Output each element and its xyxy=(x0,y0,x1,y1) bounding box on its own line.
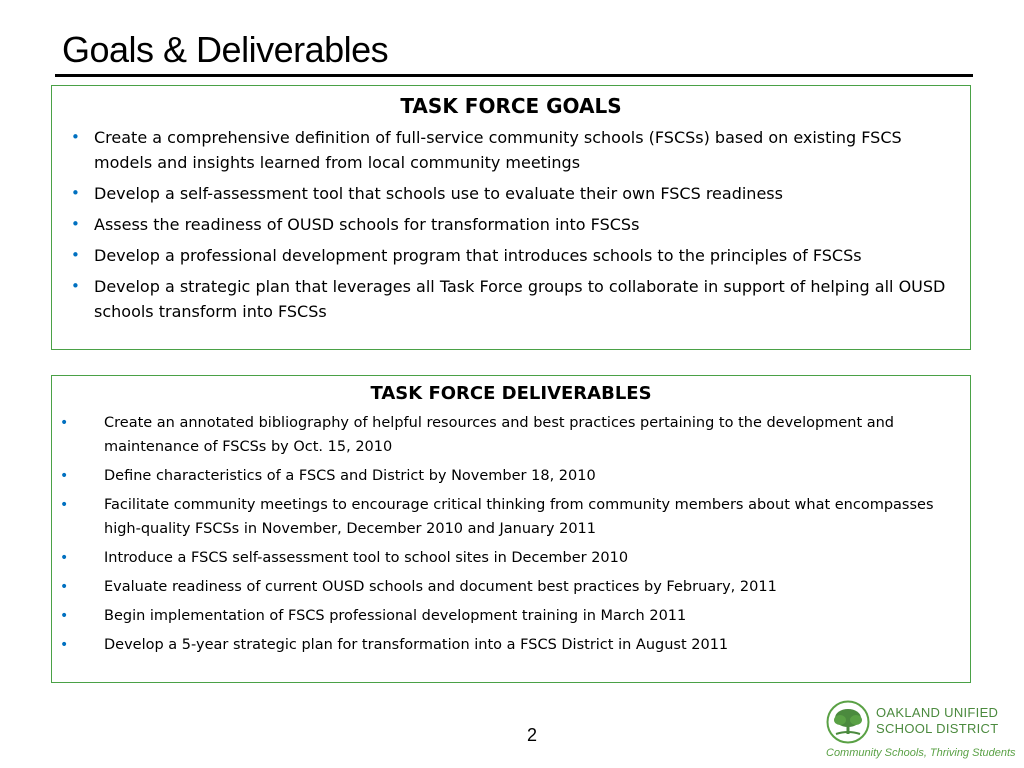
deliverables-box xyxy=(51,375,971,683)
goals-box xyxy=(51,85,971,350)
goal-item xyxy=(52,243,970,268)
bullet-icon: • xyxy=(71,246,80,264)
goal-text: Develop a strategic plan that leverages all Task Force groups to collaborate in support of helping all OUSD schools transform into FSCSs xyxy=(94,277,946,321)
deliverable-item xyxy=(52,464,970,488)
goal-text: Assess the readiness of OUSD schools for transformation into FSCSs xyxy=(94,215,640,234)
page-title: Goals & Deliverables xyxy=(62,29,389,70)
bullet-icon: • xyxy=(71,215,80,233)
goal-item xyxy=(52,274,970,324)
bullet-icon: • xyxy=(60,468,69,484)
bullet-icon: • xyxy=(60,637,69,653)
bullet-icon: • xyxy=(71,128,80,146)
goal-item xyxy=(52,212,970,237)
goal-text: Create a comprehensive definition of full-service community schools (FSCSs) based on existing FSCS models and insights learned from local community meetings xyxy=(94,128,902,172)
deliverable-item xyxy=(52,546,970,570)
bullet-icon: • xyxy=(60,550,69,566)
bullet-icon: • xyxy=(60,608,69,624)
goal-text: Develop a self-assessment tool that schools use to evaluate their own FSCS readiness xyxy=(94,184,783,203)
goal-item xyxy=(52,181,970,206)
deliverable-item xyxy=(52,411,970,459)
deliverable-item xyxy=(52,493,970,541)
district-logo xyxy=(826,700,1016,762)
deliverables-heading: TASK FORCE DELIVERABLES xyxy=(370,383,652,404)
bullet-icon: • xyxy=(60,415,69,431)
deliverable-text: Begin implementation of FSCS professional development training in March 2011 xyxy=(104,608,687,624)
logo-text-line2: SCHOOL DISTRICT xyxy=(876,721,999,736)
bullet-icon: • xyxy=(71,184,80,202)
deliverable-item xyxy=(52,633,970,657)
logo-tagline: Community Schools, Thriving Students xyxy=(826,747,1016,759)
goals-heading: TASK FORCE GOALS xyxy=(400,94,622,118)
title-divider xyxy=(55,74,973,77)
goals-list xyxy=(52,125,970,324)
deliverable-text: Evaluate readiness of current OUSD schools and document best practices by February, 2011 xyxy=(104,579,777,595)
deliverable-item xyxy=(52,575,970,599)
page-number: 2 xyxy=(527,725,538,745)
deliverable-text: Create an annotated bibliography of helpful resources and best practices pertaining to the development and maintenance of FSCSs by Oct. 15, 2010 xyxy=(104,415,895,455)
bullet-icon: • xyxy=(71,277,80,295)
bullet-icon: • xyxy=(60,579,69,595)
deliverables-list xyxy=(52,411,970,657)
logo-text-line1: OAKLAND UNIFIED xyxy=(876,705,999,720)
bullet-icon: • xyxy=(60,497,69,513)
deliverable-text: Facilitate community meetings to encourage critical thinking from community members about what encompasses high-quality FSCSs in November, December 2010 and January 2011 xyxy=(104,497,934,537)
deliverable-text: Define characteristics of a FSCS and District by November 18, 2010 xyxy=(104,468,596,484)
deliverable-item xyxy=(52,604,970,628)
deliverable-text: Introduce a FSCS self-assessment tool to school sites in December 2010 xyxy=(104,550,629,566)
oak-tree-icon xyxy=(826,700,870,744)
deliverable-text: Develop a 5-year strategic plan for transformation into a FSCS District in August 2011 xyxy=(104,637,729,653)
goal-item xyxy=(52,125,970,175)
goal-text: Develop a professional development program that introduces schools to the principles of FSCSs xyxy=(94,246,862,265)
